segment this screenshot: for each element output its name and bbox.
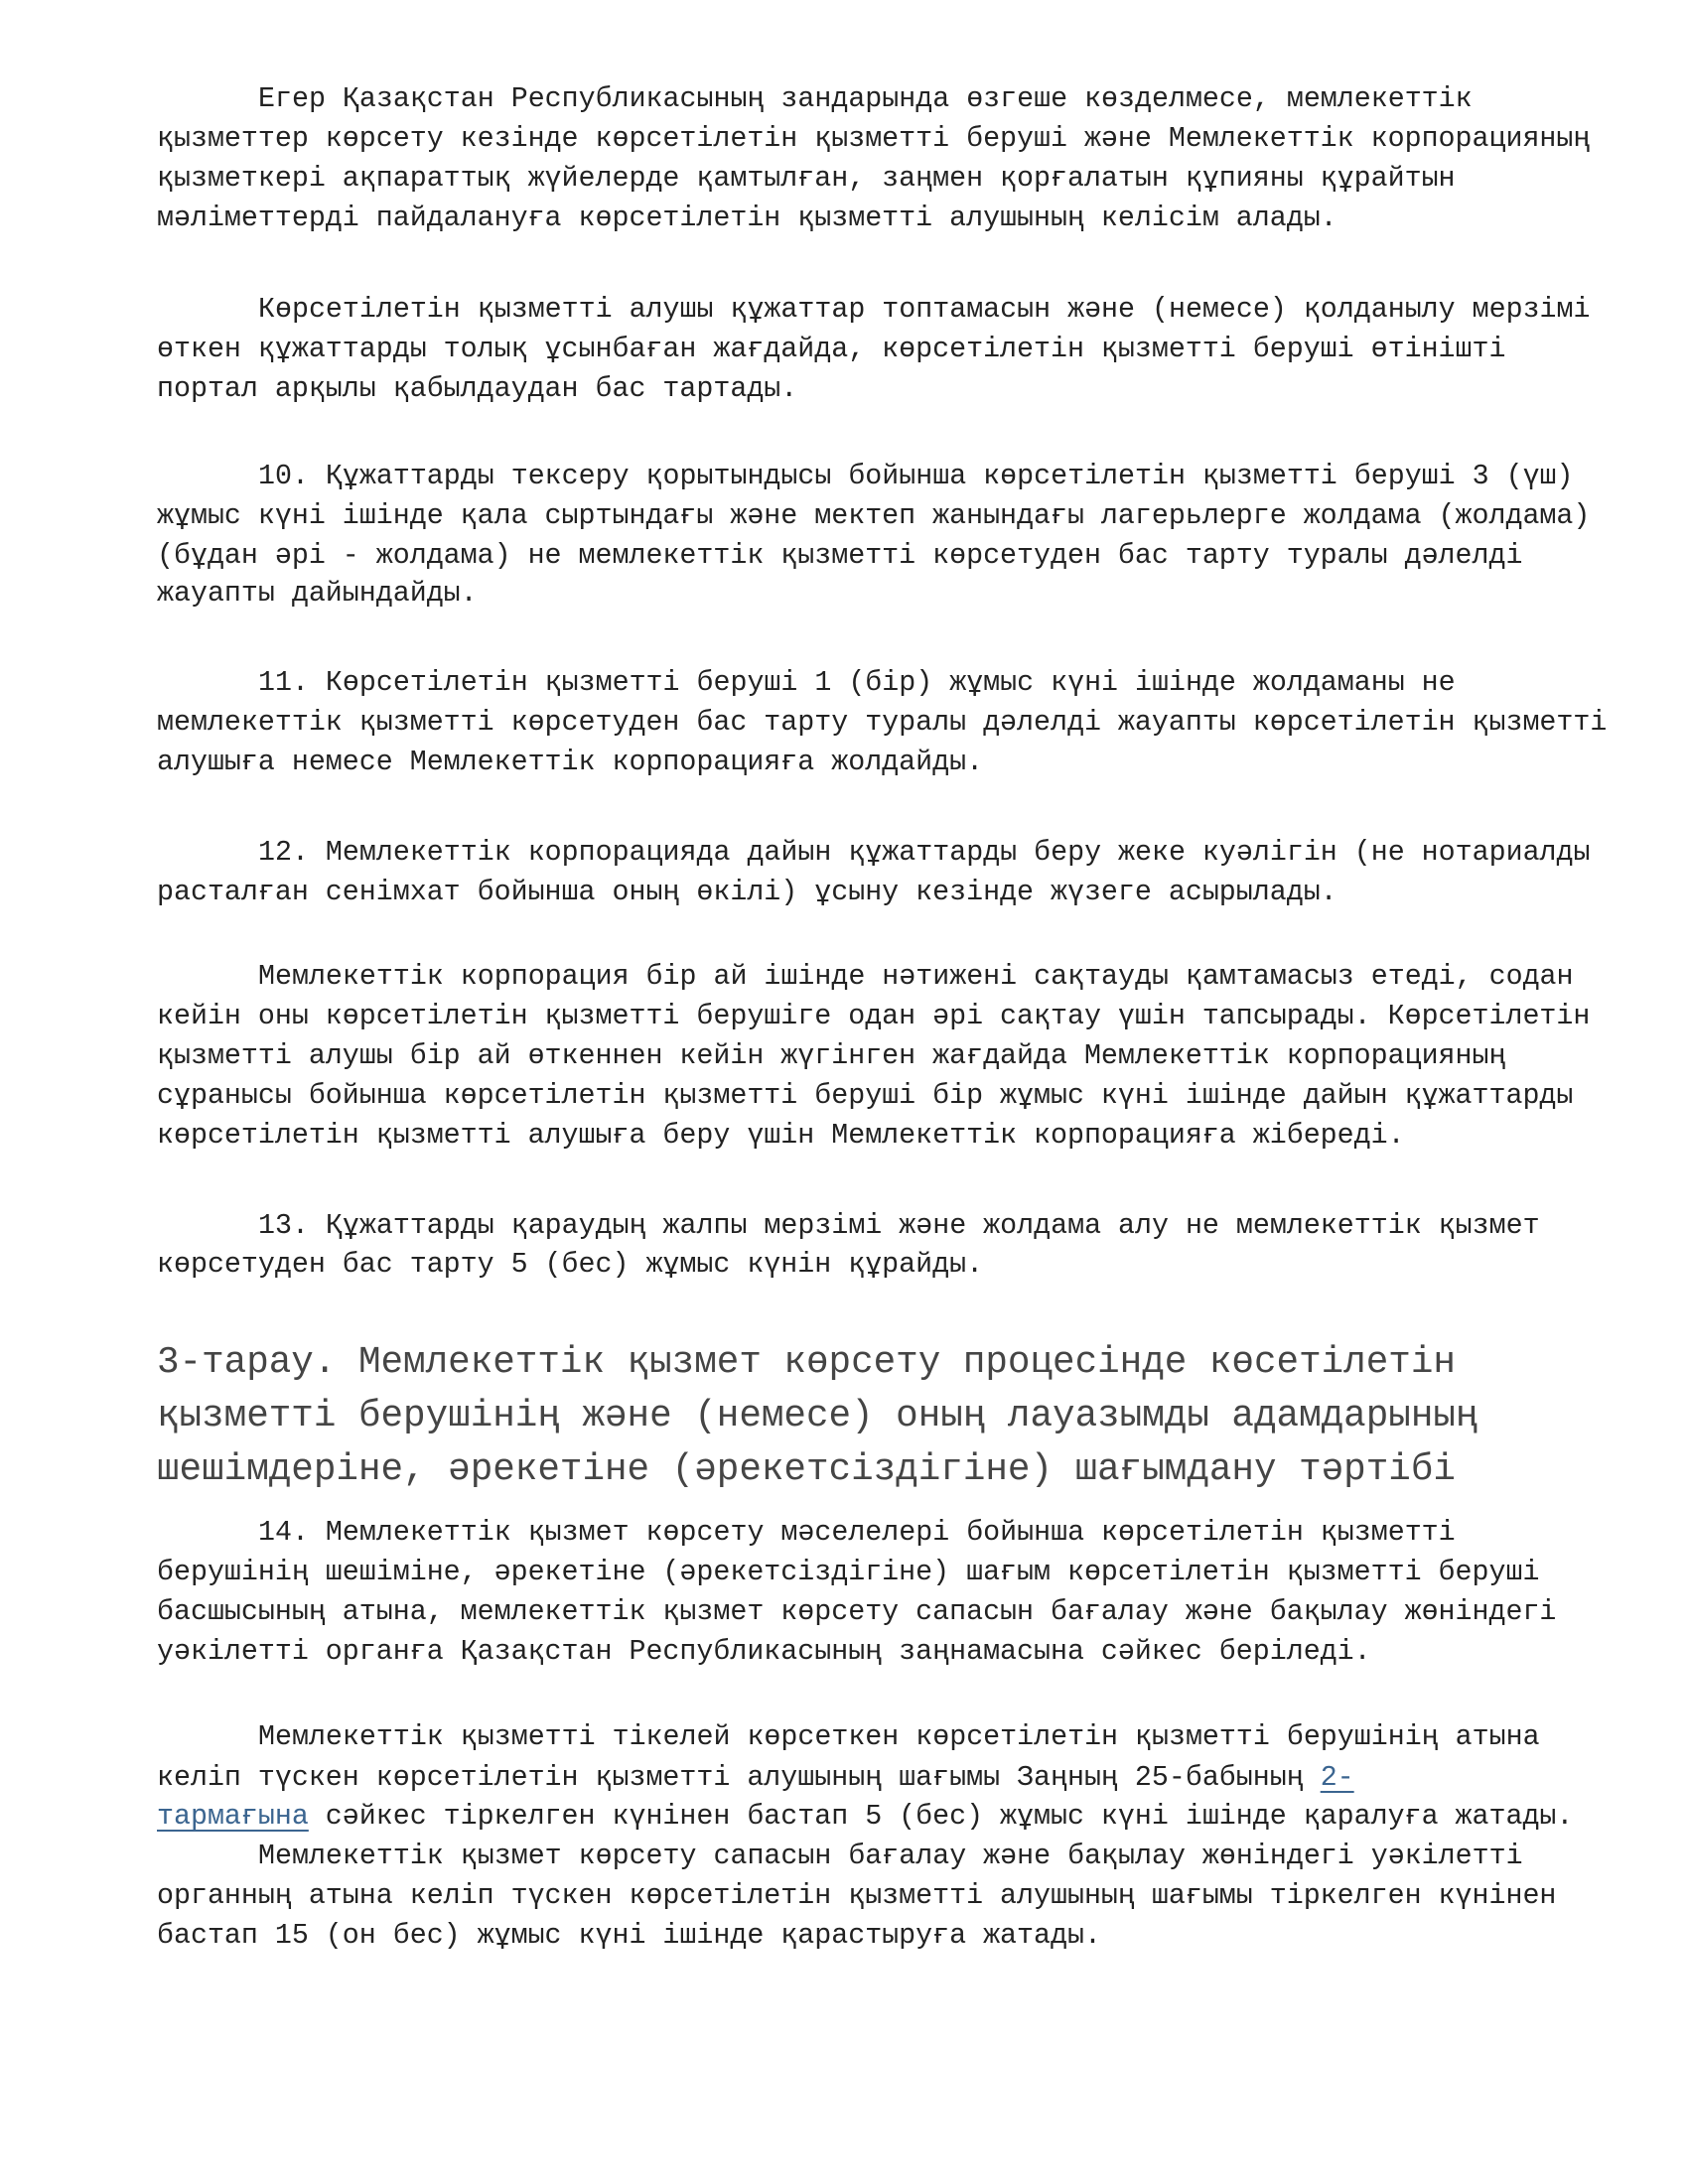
text-line: қызметтер көрсету кезінде көрсетілетін қызметті беруші және Мемлекеттік корпорацияның (157, 123, 1591, 155)
heading-line: 3-тарау. Мемлекеттік қызмет көрсету процесінде көсетілетін (157, 1342, 1456, 1384)
heading-line: қызметті берушінің және (немесе) оның лауазымды адамдарының (157, 1396, 1478, 1437)
text-line (157, 1758, 1354, 1798)
text-line: көрсетуден бас тарту 5 (бес) жұмыс күнін құрайды. (157, 1249, 984, 1281)
law-article-link-continued[interactable]: тармағына (157, 1801, 309, 1833)
text-line: Мемлекеттік қызметті тікелей көрсеткен көрсетілетін қызметті берушінің атына (258, 1721, 1540, 1753)
text-line: жұмыс күні ішінде қала сыртындағы және мектеп жанындағы лагерьлерге жолдама (жолдама) (157, 500, 1591, 532)
text-line: қызметті алушы бір ай өткеннен кейін жүгінген жағдайда Мемлекеттік корпорацияның (157, 1040, 1506, 1072)
text-line: кейін оны көрсетілетін қызметті берушіге одан әрі сақтау үшін тапсырады. Көрсетілетін (157, 1001, 1591, 1032)
text-line: органның атына келіп түскен көрсетілетін қызметті алушының шағымы тіркелген күнінен (157, 1880, 1557, 1912)
text-line: бастап 15 (он бес) жұмыс күні ішінде қарастыруға жатады. (157, 1920, 1101, 1952)
text-line: Көрсетілетін қызметті алушы құжаттар топтамасын және (немесе) қолданылу мерзімі (258, 294, 1591, 326)
text-line: көрсетілетін қызметті алушыға беру үшін Мемлекеттік корпорацияға жібереді. (157, 1120, 1405, 1152)
text-line: Мемлекеттік қызмет көрсету сапасын бағалау және бақылау жөніндегі уәкілетті (258, 1841, 1523, 1872)
text-line: мәліметтерді пайдалануға көрсетілетін қызметті алушының келісім алады. (157, 203, 1337, 234)
text-line: (бұдан әрі - жолдама) не мемлекеттік қызметті көрсетуден бас тарту туралы дәлелді (157, 540, 1523, 572)
heading-line: шешімдеріне, әрекетіне (әрекетсіздігіне) шағымдану тәртібі (157, 1449, 1456, 1491)
text-line: сұранысы бойынша көрсетілетін қызметті беруші бір жұмыс күні ішінде дайын құжаттарды (157, 1080, 1574, 1112)
text-line: берушінің шешіміне, әрекетіне (әрекетсіздігіне) шағым көрсетілетін қызметті беруші (157, 1557, 1540, 1588)
text-line: Мемлекеттік корпорация бір ай ішінде нәтижені сақтауды қамтамасыз етеді, содан (258, 961, 1574, 993)
text-line: мемлекеттік қызметті көрсетуден бас тарту туралы дәлелді жауапты көрсетілетін қызметті (157, 707, 1608, 739)
text-line: расталған сенімхат бойынша оның өкілі) ұсыну кезінде жүзеге асырылады. (157, 877, 1337, 908)
text-line: алушыға немесе Мемлекеттік корпорацияға жолдайды. (157, 747, 984, 778)
text-line (157, 1797, 1573, 1837)
text-line: 13. Құжаттарды қараудың жалпы мерзімі және жолдама алу не мемлекеттік қызмет (258, 1210, 1540, 1242)
text-line: жауапты дайындайды. (157, 578, 478, 610)
text-line: 11. Көрсетілетін қызметті беруші 1 (бір) жұмыс күні ішінде жолдаманы не (258, 667, 1456, 699)
text-line: 12. Мемлекеттік корпорацияда дайын құжаттарды беру жеке куәлігін (не нотариалды (258, 837, 1591, 869)
text-line: қызметкері ақпараттық жүйелерде қамтылған, заңмен қорғалатын құпияны құрайтын (157, 163, 1456, 195)
text-line: Егер Қазақстан Республикасының зандарында өзгеше көзделмесе, мемлекеттік (258, 83, 1473, 115)
law-article-link[interactable]: 2- (1320, 1762, 1354, 1794)
text-segment: сәйкес тіркелген күнінен бастап 5 (бес) жұмыс күні ішінде қаралуға жатады. (308, 1801, 1574, 1833)
text-line: портал арқылы қабылдаудан бас тартады. (157, 373, 798, 405)
text-line: басшысының атына, мемлекеттік қызмет көрсету сапасын бағалау және бақылау жөніндегі (157, 1596, 1557, 1628)
text-line: уәкілетті органға Қазақстан Республикасының заңнамасына сәйкес беріледі. (157, 1636, 1371, 1668)
text-line: 14. Мемлекеттік қызмет көрсету мәселелері бойынша көрсетілетін қызметті (258, 1517, 1456, 1549)
text-segment: келіп түскен көрсетілетін қызметті алушының шағымы Заңның 25-бабының (157, 1762, 1321, 1794)
text-line: 10. Құжаттарды тексеру қорытындысы бойынша көрсетілетін қызметті беруші 3 (үш) (258, 461, 1574, 492)
text-line: өткен құжаттарды толық ұсынбаған жағдайда, көрсетілетін қызметті беруші өтінішті (157, 334, 1506, 365)
